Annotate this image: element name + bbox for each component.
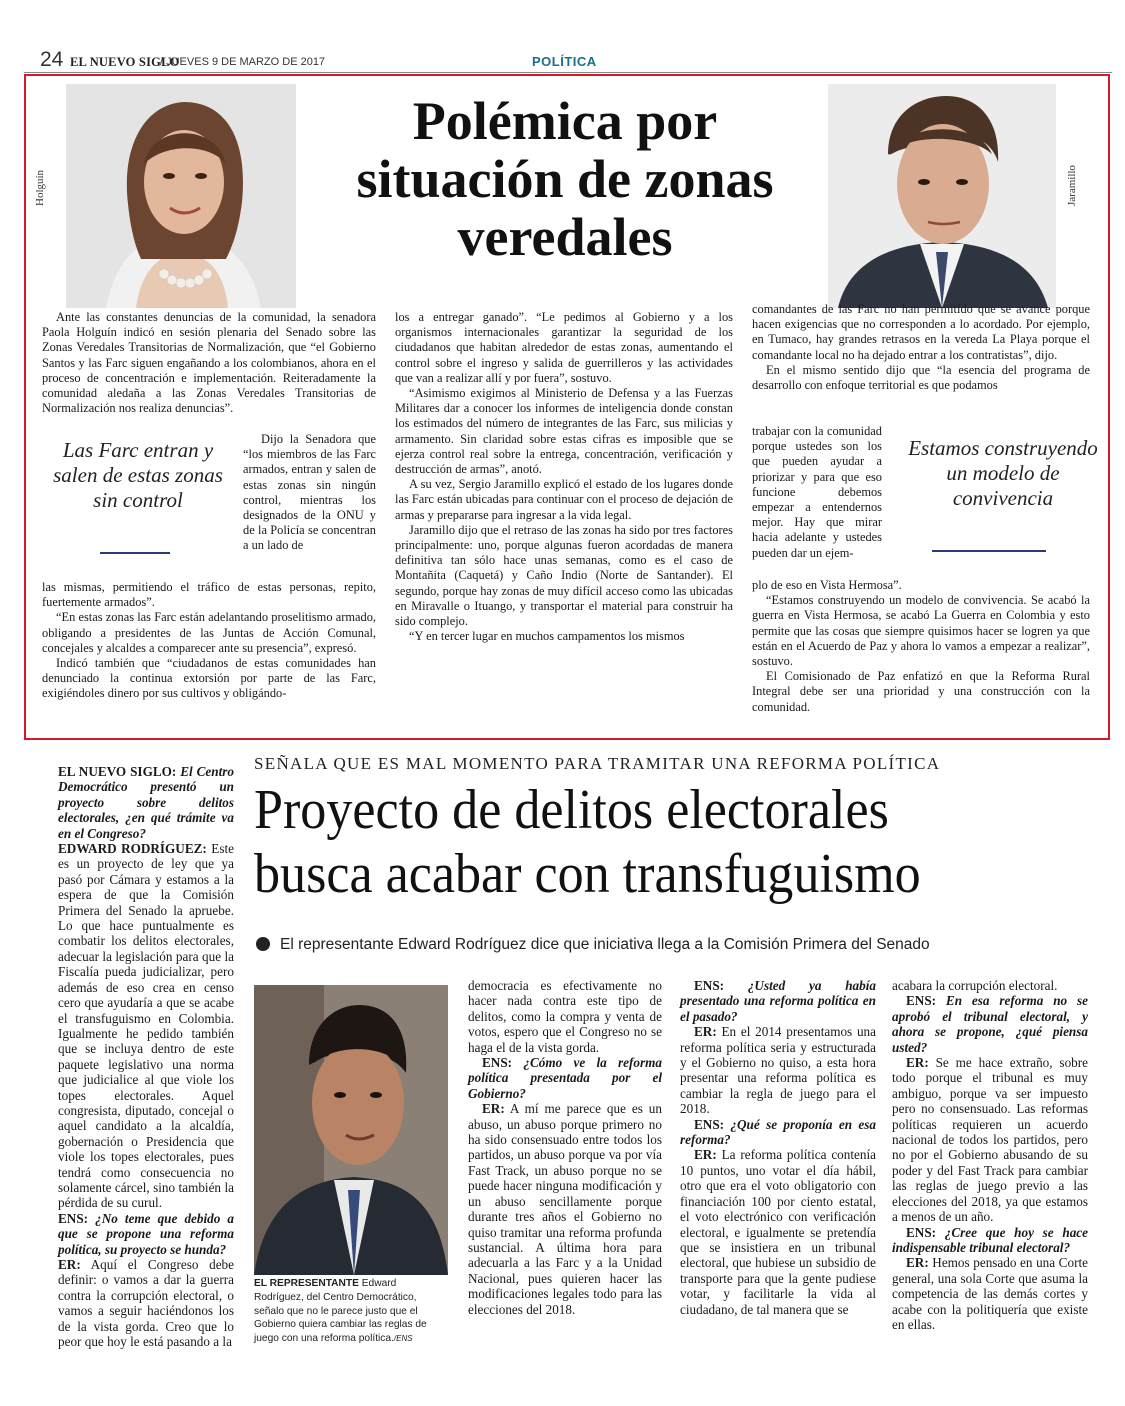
speaker-label: ENS: (906, 993, 937, 1009)
story1-column-3 (752, 302, 1090, 393)
story2-headline-line2: busca acabar con transfuguismo (254, 843, 921, 905)
story2-column-1 (58, 764, 234, 1349)
interview-answer (468, 978, 662, 1055)
story1-column-3-cont (752, 578, 1090, 715)
speaker-label: ENS: (694, 978, 725, 993)
speaker-label: EDWARD RODRÍGUEZ: (58, 841, 207, 857)
photo-caption (254, 1277, 448, 1346)
interview-answer (58, 841, 234, 1211)
answer-text: Aquí el Congreso debe definir: o vamos a dar la guerra contra la corrupción electoral, o vamos a seguir haciéndonos los de la vista gorda. Creo que lo peor que hoy le está pasando a la (58, 1257, 234, 1350)
story2-column-4 (680, 978, 876, 1317)
answer-text: Se me hace extraño, sobre todo porque el tribunal es muy ambiguo, porque va ser impuesto pero no consensuado. Las reformas políticas requieren un acuerdo nacional de todos los partidos, pero no por el Gobierno abusando de su poder y del Fast Track para cambiar las reglas de juego previo a las elecciones del 2018, ya que estamos a menos de un año. (892, 1055, 1088, 1225)
interview-answer (892, 1055, 1088, 1224)
story1-paragraph: Ante las constantes denuncias de la comunidad, la senadora Paola Holguín indicó en sesión plenaria del Senado sobre las Zonas Veredales Transitorias de Normalización, que “el Gobierno Santos y las Farc siguen engañando a los colombianos, ahora en el proceso de concentración e implementación. Reiteradamente la comunidad aledaña a las Zonas Veredales Transitorias de Normalización nos realiza denuncias”. (42, 310, 376, 416)
interview-answer (58, 1257, 234, 1349)
photo-holguin (66, 84, 296, 308)
photo-credit-jaramillo: Jaramillo (1066, 165, 1078, 206)
story1-headline-line1: Polémica por (412, 91, 718, 151)
interview-question (58, 1211, 234, 1257)
interview-answer (892, 1255, 1088, 1332)
story2-kicker: SEÑALA QUE ES MAL MOMENTO PARA TRAMITAR UNA REFORMA POLÍTICA (254, 754, 941, 773)
pull-quote-left: Las Farc entran y salen de estas zonas sin control (53, 438, 223, 512)
interview-question (680, 978, 876, 1024)
question-text: ¿Cómo ve la reforma política presentada por el Gobierno? (468, 1055, 662, 1101)
answer-text: La reforma política contenía 10 puntos, uno votar el día hábil, otro que era el voto obligatorio con financiación 100 por ciento estatal, el voto electrónico con verificación electoral, e igualmente se pretendía que se insistiera en un tribunal electoral, que hubiese un subsidio de transporte para que la gente pudiese votar, y facilitarle la vida al ciudadano, de tal manera que se (680, 1147, 876, 1317)
speaker-label: ENS: (58, 1210, 89, 1226)
question-text: ¿No teme que debido a que se propone una reforma política, su proyecto se hunda? (58, 1210, 234, 1257)
answer-text: acabara la corrupción electoral. (892, 978, 1058, 993)
section-name: POLÍTICA (532, 54, 597, 69)
speaker-label: ER: (906, 1255, 929, 1271)
story1-paragraph: “Estamos construyendo un modelo de convivencia. Se acabó la guerra en Vista Hermosa, se acabó La Guerra en Colombia y esto permite que las cosas que siempre quisimos hacer se logren ya que están en el Acuerdo de Paz y ahora lo vamos a empezar a realizar”, sostuvo. (752, 593, 1090, 669)
story1-paragraph: plo de eso en Vista Hermosa”. (752, 578, 902, 592)
interview-question (468, 1055, 662, 1101)
answer-text: A mí me parece que es un abuso, un abuso porque primero no ha sido consensuado entre todos los partidos, un abuso porque va por vía Fast Track, un abuso porque no se puede hacer ninguna modificación y un abuso sencillamente porque durante tres años el Gobierno no quiso tramitar una reforma profunda sustancial. A última hora para adecuarla a las Farc y a la Unidad Nacional, pues quieren hacer las modificaciones legales todo para las elecciones del 2018. (468, 1101, 662, 1317)
interview-answer (680, 1147, 876, 1316)
story2-column-3 (468, 978, 662, 1317)
story1-paragraph: En el mismo sentido dijo que “la esencia del programa de desarrollo con enfoque territorial es que podamos (752, 362, 1090, 393)
story1-column-1-cont (42, 580, 376, 702)
interview-answer (892, 978, 1088, 993)
interview-question (892, 1225, 1088, 1256)
pull-quote-right-rule (932, 550, 1046, 552)
story1-paragraph: Jaramillo dijo que el retraso de las zonas ha sido por tres factores principalmente: uno, porque algunas fueron acordadas de manera definitiva tan sólo hace unas semanas, como es el caso de Montañita (Caquetá) y Caño Indio (Norte de Santander). El segundo, porque hay zonas de muy difícil acceso como las ubicadas en Miravalle o Ituango, y transportar el material para construir ha sido complejo. (395, 522, 733, 629)
answer-text: En el 2014 presentamos una reforma política seria y estructurada y el Gobierno no quiso, a esta hora presentar una reforma política es cambiar la regla de juego para el 2018. (680, 1024, 876, 1117)
pull-quote-left-rule (100, 552, 170, 554)
speaker-label: ER: (482, 1101, 505, 1117)
speaker-label: ENS: (482, 1055, 513, 1071)
speaker-label: ER: (694, 1024, 717, 1040)
portrait-representative-illustration (254, 985, 448, 1275)
bullet-icon (256, 937, 270, 951)
publication-date: / JUEVES 9 DE MARZO DE 2017 (160, 56, 326, 68)
story1-paragraph: Indicó también que “ciudadanos de estas comunidades han denunciado la continua extorsión por parte de las Farc, exigiéndoles dinero por sus cultivos y obligándo- (42, 656, 376, 701)
story1-paragraph: las mismas, permitiendo el tráfico de estas personas, repito, fuertemente armados”. (42, 580, 376, 610)
photo-edward-rodriguez (254, 985, 448, 1275)
story1-column-3-wrap (752, 424, 882, 561)
story2-column-5 (892, 978, 1088, 1332)
speaker-label: ER: (694, 1147, 717, 1163)
story1-paragraph: El Comisionado de Paz enfatizó en que la Reforma Rural Integral debe ser una prioridad y una construcción con la comunidad. (752, 669, 1090, 714)
speaker-label: ENS: (694, 1116, 725, 1132)
answer-text: Hemos pensado en una Corte general, una sola Corte que asuma la competencia de las demás cortes y acabe con la politiquería que existe en ellas. (892, 1255, 1088, 1332)
story1-paragraph: Dijo la Senadora que “los miembros de las Farc armados, entran y salen de estas zonas sin ningún control, mientras los designados de la ONU y de la Policía se concentran a un lado de (243, 432, 376, 553)
question-text: ¿Cree que hoy se hace indispensable tribunal electoral? (892, 1224, 1088, 1255)
page-number: 24 (40, 48, 64, 71)
interview-answer (680, 1024, 876, 1116)
story1-headline-line2: situación de zonas (356, 149, 774, 209)
story1-paragraph: A su vez, Sergio Jaramillo explicó el estado de los lugares donde las Farc están ubicadas para continuar con el proceso de dejación de armas y prepararse para ingresar a la vida legal. (395, 477, 733, 522)
header-rule (24, 72, 1112, 73)
photo-credit-holguin: Holguín (34, 169, 46, 206)
caption-credit: /ENS (393, 1334, 413, 1344)
caption-label: EL REPRESENTANTE (254, 1278, 359, 1289)
question-text: El Centro Democrático presentó un proyecto sobre delitos electorales, ¿en qué trámite va en el Congreso? (58, 764, 234, 841)
story2-subheadline-text: El representante Edward Rodríguez dice que iniciativa llega a la Comisión Primera del Senado (280, 936, 930, 953)
answer-text: Este es un proyecto de ley que ya pasó por Cámara y estamos a la espera de que la Comisión Primera del Senado la apruebe. Lo que hace puntualmente es combatir los delitos electorales, adecuar la legislación para que la Fiscalía pueda judicializar, pero además de eso crea en censo cero que ayudaría a que se acabe el transfuguismo en Colombia. Igualmente he pedido también que se incluya dentro de este paquete legislativo una norma que judicialice al que viole los topes electorales. Aquel congresista, diputado, concejal o aquel candidato a la alcaldía, gobernación o Presidencia que viole los topes electorales, pues tendrá como consecuencia no solamente cárcel, sino también la pérdida de su curul. (58, 841, 234, 1211)
interview-question (680, 1117, 876, 1148)
answer-text: democracia es efectivamente no hacer nada contra este tipo de delitos, como la compra y venta de votos, espero que el Congreso no se haga el de la vista gorda. (468, 978, 662, 1055)
story1-paragraph: “Y en tercer lugar en muchos campamentos los mismos (409, 629, 685, 644)
photo-jaramillo (828, 84, 1056, 308)
speaker-label: ENS: (906, 1224, 937, 1240)
speaker-label: EL NUEVO SIGLO: (58, 764, 177, 779)
story1-paragraph: “En estas zonas las Farc están adelantando proselitismo armado, obligando a presidentes de las Juntas de Acción Comunal, concejales y alcaldes a comparecer ante su presencia”, expresó. (42, 610, 376, 655)
interview-question (58, 764, 234, 841)
story1-paragraph: trabajar con la comunidad porque ustedes son los que pueden ayudar a priorizar y para que eso funcione debemos empezar a entendernos mejor. Hay que mirar hacia adelante y ustedes pueden dar un ejem- (752, 424, 882, 560)
story2-subheadline (256, 936, 930, 954)
caption-text: Edward Rodríguez, del Centro Democrático, señalo que no le parece justo que el Gobierno quiera cambiar las reglas de juego con una reforma política. (254, 1278, 427, 1345)
speaker-label: ER: (58, 1257, 81, 1272)
portrait-woman-illustration (66, 84, 296, 308)
story1-column-1 (42, 310, 376, 416)
story1-paragraph: comandantes de las Farc no han permitido que se avance porque hacen exigencias que no corresponden a lo acordado. Por ejemplo, en Tumaco, hay grandes retrasos en la vereda La Playa porque el comandante local no ha dejado entrar a los contratistas”, dijo. (752, 302, 1090, 362)
story1-paragraph: los a entregar ganado”. “Le pedimos al Gobierno y a los organismos internacionales garantizar la seguridad de los ciudadanos que habitan alrededor de estas zonas, aumentando el control sobre el ingreso y salida de guerrilleros y las actividades que van a realizar allí y por fuera”, sostuvo. (395, 310, 733, 385)
story1-column-2 (395, 310, 733, 644)
story1-headline-line3: veredales (457, 207, 673, 267)
interview-answer (468, 1101, 662, 1317)
pull-quote-right: Estamos construyendo un modelo de convivencia (908, 436, 1098, 510)
speaker-label: ER: (906, 1055, 929, 1071)
question-text: En esa reforma no se aprobó el tribunal electoral, y ahora se propone, ¿qué piensa usted? (892, 993, 1088, 1055)
story2-headline (254, 778, 1054, 906)
story1-column-1-wrap (243, 432, 376, 554)
story1-headline (300, 92, 830, 266)
story1-paragraph: “Asimismo exigimos al Ministerio de Defensa y a las Fuerzas Militares dar a conocer los informes de inteligencia donde constan los estimados del número de integrantes de las Farc, sus milicias y armamento. Sin claridad sobre estas cifras es imposible que se ejerza control real sobre la entrega, concentración, verificación y destrucción de armas”, anotó. (395, 386, 733, 477)
question-text: ¿Usted ya había presentado una reforma política en el pasado? (680, 978, 876, 1024)
portrait-man-illustration (828, 84, 1056, 308)
publication-name: EL NUEVO SIGLO (70, 55, 180, 69)
question-text: ¿Qué se proponía en esa reforma? (680, 1116, 876, 1148)
story2-headline-line1: Proyecto de delitos electorales (254, 779, 889, 841)
interview-question (892, 993, 1088, 1055)
